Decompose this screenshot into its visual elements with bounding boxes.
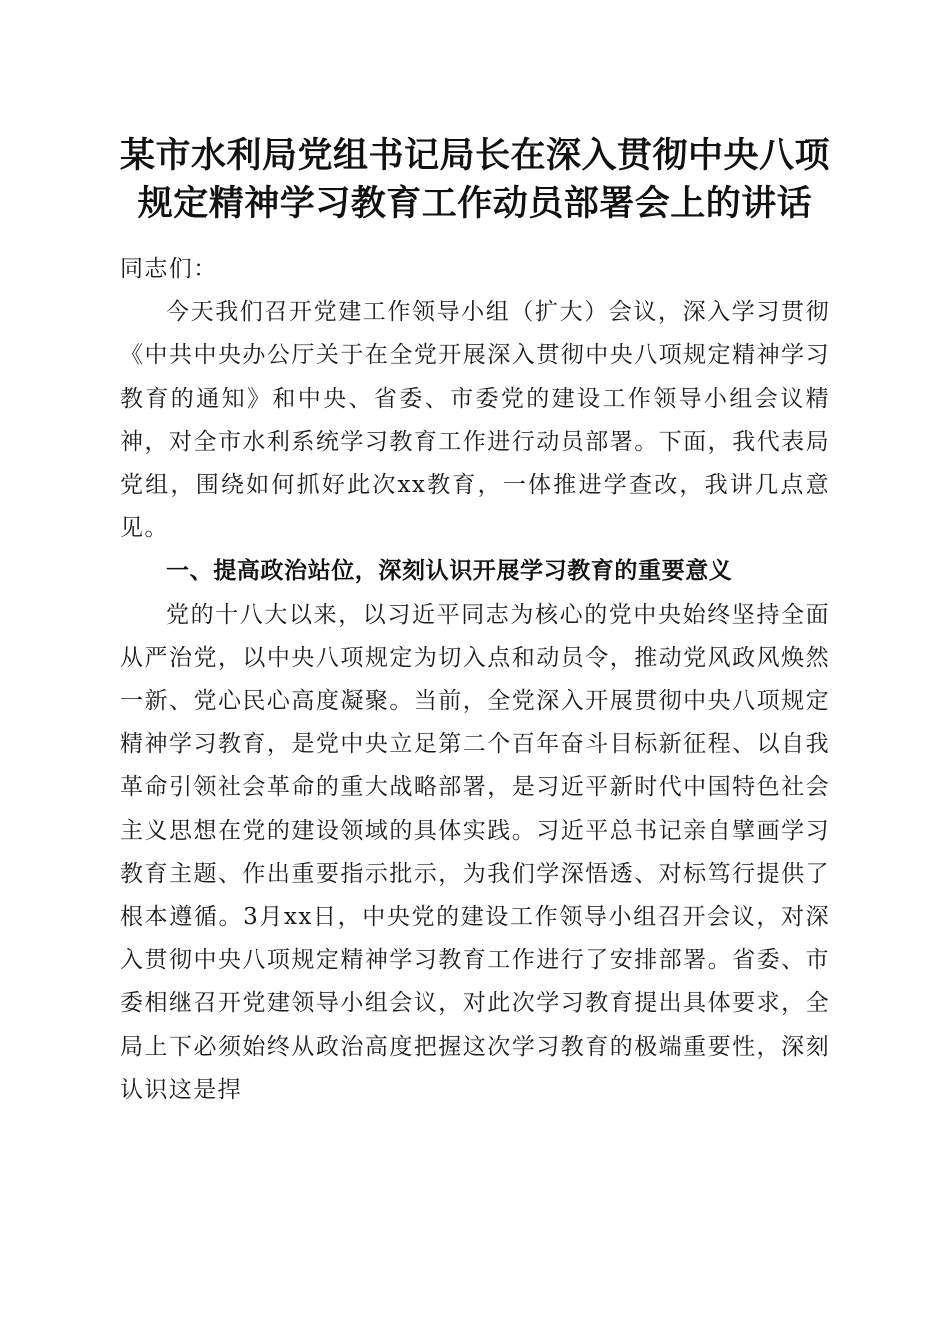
section-1-heading: 一、提高政治站位，深刻认识开展学习教育的重要意义 — [166, 558, 733, 585]
salutation: 同志们： — [120, 256, 218, 282]
title-line-2: 规定精神学习教育工作动员部署会上的讲话 — [137, 183, 813, 224]
intro-paragraph: 今天我们召开党建工作领导小组（扩大）会议，深入学习贯彻《中共中央办公厅关于在全党开展深入贯彻中央八项规定精神学习教育的通知》和中央、省委、市委党的建设工作领导小组会议精神，对全市水利系统学习教育工作进行动员部署。下面，我代表局党组，围绕如何抓好此次xx教育，一体推进学查改，我讲几点意见。 — [120, 299, 830, 542]
document-title — [110, 132, 840, 228]
title-line-1: 某市水利局党组书记局长在深入贯彻中央八项 — [119, 135, 830, 176]
section-1-paragraph: 党的十八大以来，以习近平同志为核心的党中央始终坚持全面从严治党，以中央八项规定为切入点和动员令，推动党风政风焕然一新、党心民心高度凝聚。当前，全党深入开展贯彻中央八项规定精神学习教育，是党中央立足第二个百年奋斗目标新征程、以自我革命引领社会革命的重大战略部署，是习近平新时代中国特色社会主义思想在党的建设领域的具体实践。习近平总书记亲自擘画学习教育主题、作出重要指示批示，为我们学深悟透、对标笃行提供了根本遵循。3月xx日，中央党的建设工作领导小组召开会议，对深入贯彻中央八项规定精神学习教育工作进行了安排部署。省委、市委相继召开党建领导小组会议，对此次学习教育提出具体要求，全局上下必须始终从政治高度把握这次学习教育的极端重要性，深刻认识这是捍 — [120, 601, 830, 1103]
document-body — [120, 248, 830, 1112]
